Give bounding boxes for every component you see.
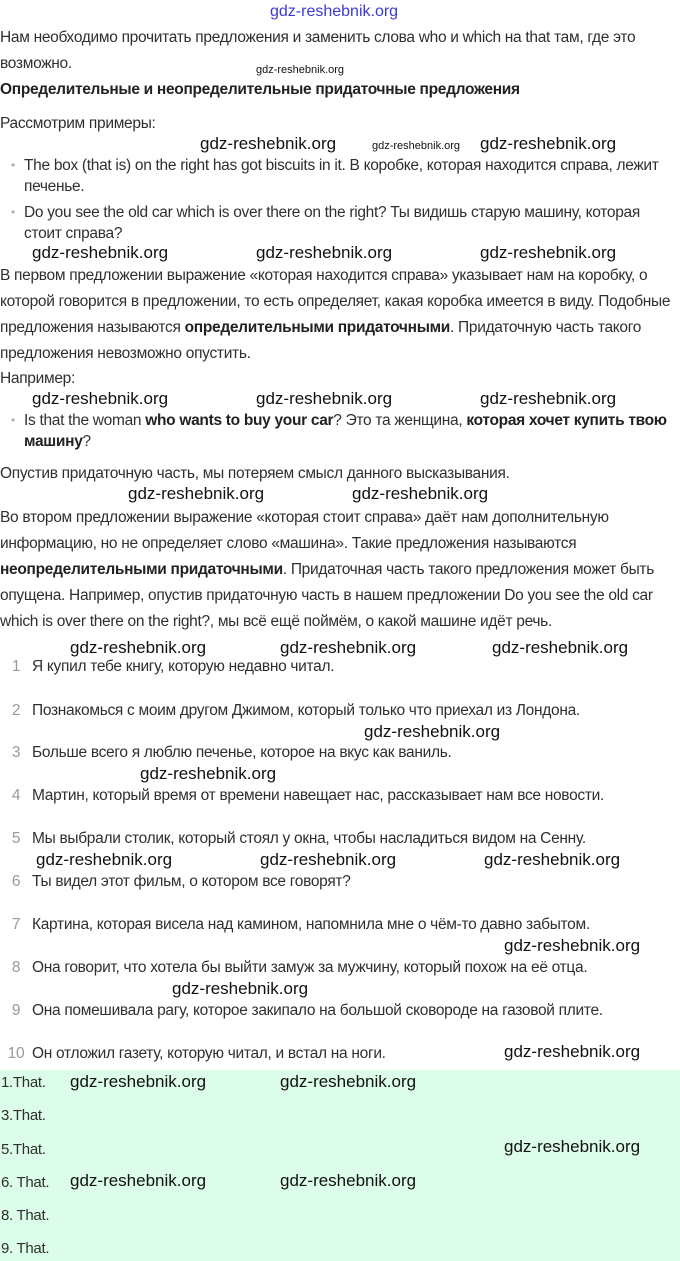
watermark: gdz-reshebnik.org xyxy=(256,64,345,76)
exercise-item xyxy=(0,915,680,935)
item-text: Мы выбрали столик, который стоял у окна, чтобы насладиться видом на Сенну. xyxy=(32,830,586,847)
intro-text: Нам необходимо прочитать предложения и заменить слова who и which на that там, где это возможно. xyxy=(0,29,636,72)
watermark: gdz-reshebnik.org xyxy=(70,1171,207,1190)
watermark: gdz-reshebnik.org xyxy=(280,1072,417,1091)
exercise-item xyxy=(0,829,680,849)
answer: 9. That. xyxy=(1,1240,50,1257)
item-text: Он отложил газету, которую читал, и встал на ноги. xyxy=(32,1045,386,1062)
item-text: Картина, которая висела над камином, напомнила мне о чём-то давно забытом. xyxy=(32,916,590,933)
watermark: gdz-reshebnik.org xyxy=(504,1042,641,1061)
watermark: gdz-reshebnik.org xyxy=(256,389,393,408)
examples-label: Рассмотрим примеры: xyxy=(0,115,156,132)
example-label: Например: xyxy=(0,370,75,387)
text: ? xyxy=(82,433,91,450)
bold-term: неопределительными придаточными xyxy=(0,561,283,578)
exercise-item xyxy=(0,1001,680,1021)
watermark: gdz-reshebnik.org xyxy=(70,638,207,657)
answer: 1.That. xyxy=(1,1074,46,1091)
watermark: gdz-reshebnik.org xyxy=(364,722,501,741)
item-text: Познакомься с моим другом Джимом, который только что приехал из Лондона. xyxy=(32,702,580,719)
bold-text: who wants to buy your car xyxy=(145,412,334,429)
watermark: gdz-reshebnik.org xyxy=(36,850,173,869)
exercise-item xyxy=(0,743,680,763)
example-bullet: • The box (that is) on the right has got biscuits in it. В коробке, которая находится справа, лежит печенье. xyxy=(24,155,680,197)
answer: 8. That. xyxy=(1,1207,50,1224)
item-text: Она помешивала рагу, которое закипало на большой сковороде на газовой плите. xyxy=(32,1002,603,1019)
watermark: gdz-reshebnik.org xyxy=(32,243,169,262)
item-number: 10 xyxy=(7,1045,25,1062)
text: . Придаточную часть такого предложения невозможно опустить. xyxy=(0,319,642,362)
exercise-item xyxy=(0,786,680,806)
answers-box xyxy=(0,1070,680,1261)
watermark: gdz-reshebnik.org xyxy=(492,638,629,657)
answer: 3.That. xyxy=(1,1107,46,1124)
paragraph-nondefining xyxy=(0,505,680,635)
item-number: 7 xyxy=(11,916,21,933)
watermark: gdz-reshebnik.org xyxy=(504,936,641,955)
bold-term: определительными придаточными xyxy=(184,319,451,336)
text: Во втором предложении выражение «которая стоит справа» даёт нам дополнительную информацию, но не определяет слово «машина». Такие предложения называются xyxy=(0,509,609,552)
item-number: 2 xyxy=(11,702,21,719)
watermark: gdz-reshebnik.org xyxy=(484,850,621,869)
watermark: gdz-reshebnik.org xyxy=(260,850,397,869)
watermark: gdz-reshebnik.org xyxy=(480,243,617,262)
item-number: 1 xyxy=(11,658,21,675)
watermark: gdz-reshebnik.org xyxy=(352,484,489,503)
item-text: Мартин, который время от времени навещает нас, рассказывает нам все новости. xyxy=(32,787,605,804)
paragraph-note: Опустив придаточную часть, мы потеряем смысл данного высказывания. xyxy=(0,465,510,482)
exercise-item xyxy=(0,657,680,677)
watermark: gdz-reshebnik.org xyxy=(70,1072,207,1091)
item-text: Я купил тебе книгу, которую недавно читал. xyxy=(32,658,335,675)
exercise-item xyxy=(0,872,680,892)
watermark: gdz-reshebnik.org xyxy=(480,389,617,408)
item-number: 9 xyxy=(11,1002,21,1019)
item-number: 3 xyxy=(11,744,21,761)
watermark: gdz-reshebnik.org xyxy=(172,979,309,998)
paragraph-defining xyxy=(0,263,680,367)
item-number: 4 xyxy=(11,787,21,804)
watermark: gdz-reshebnik.org xyxy=(280,638,417,657)
item-text: Она говорит, что хотела бы выйти замуж за мужчину, который похож на её отца. xyxy=(32,959,588,976)
item-text: Больше всего я люблю печенье, которое на вкус как ваниль. xyxy=(32,744,452,761)
watermark: gdz-reshebnik.org xyxy=(140,764,277,783)
watermark: gdz-reshebnik.org xyxy=(256,243,393,262)
watermark: gdz-reshebnik.org xyxy=(128,484,265,503)
heading-text: Определительные и неопределительные придаточные предложения xyxy=(0,81,520,98)
item-number: 6 xyxy=(11,873,21,890)
answer: 6. That. xyxy=(1,1174,50,1191)
example-bullet: • Do you see the old car which is over there on the right? Ты видишь старую машину, которая стоит справа? xyxy=(24,202,680,244)
watermark: gdz-reshebnik.org xyxy=(32,389,169,408)
item-text: Ты видел этот фильм, о котором все говорят? xyxy=(32,873,351,890)
example-bullet xyxy=(24,410,680,452)
bold-text: которая хочет купить твою машину xyxy=(24,412,667,450)
section-heading xyxy=(0,77,680,103)
answer: 5.That. xyxy=(1,1141,46,1158)
text: В первом предложении выражение «которая находится справа» указывает нам на коробку, о которой говорится в предложении, то есть определяет, какая коробка имеется в виду. Подобные предложения называются xyxy=(0,267,671,336)
exercise-item xyxy=(0,701,680,721)
watermark: gdz-reshebnik.org xyxy=(200,134,337,153)
text: . Придаточная часть такого предложения может быть опущена. Например, опустив придаточную часть в нашем предложении Do you see the old car which is over there on the right?, мы всё ещё поймём, о какой машине идёт речь. xyxy=(0,561,655,630)
text: ? Это та женщина, xyxy=(333,412,467,429)
text: Is that the woman xyxy=(24,412,146,429)
watermark: gdz-reshebnik.org xyxy=(480,134,617,153)
item-number: 8 xyxy=(11,959,21,976)
item-number: 5 xyxy=(11,830,21,847)
exercise-item xyxy=(0,958,680,978)
watermark: gdz-reshebnik.org xyxy=(504,1137,641,1156)
watermark: gdz-reshebnik.org xyxy=(280,1171,417,1190)
watermark: gdz-reshebnik.org xyxy=(270,3,399,20)
watermark: gdz-reshebnik.org xyxy=(372,140,461,152)
